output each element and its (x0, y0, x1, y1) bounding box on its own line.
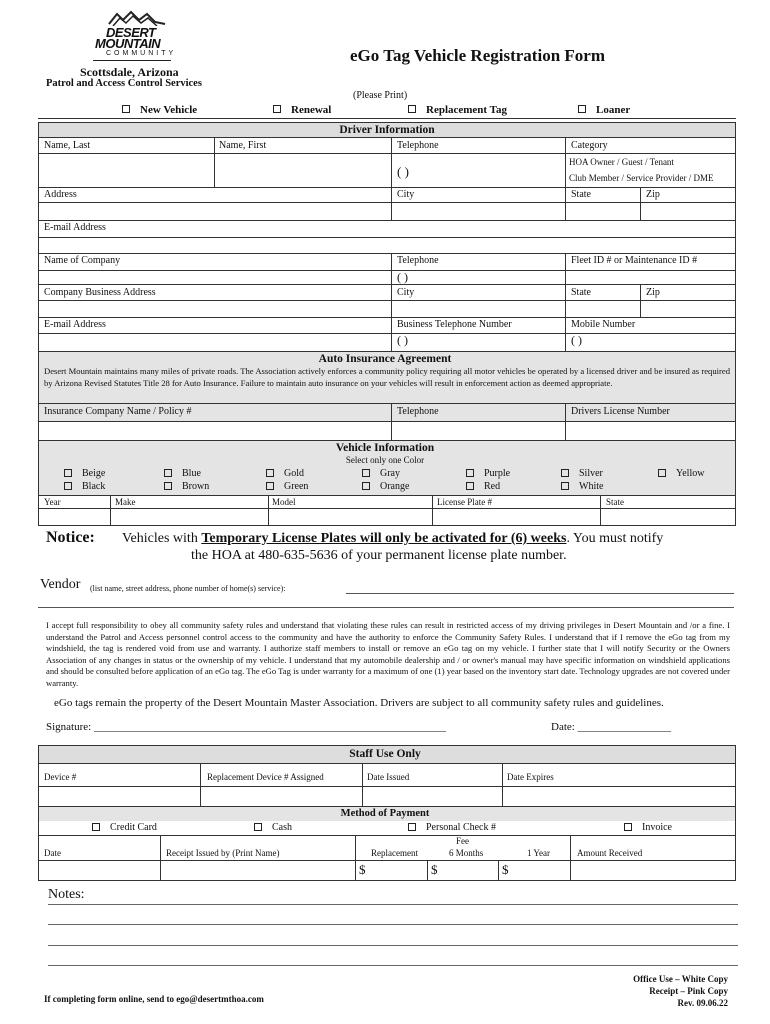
footer-receipt-copy: Receipt – Pink Copy (649, 986, 728, 996)
date-line[interactable]: Date: _________________ (551, 721, 672, 733)
label-zip: Zip (646, 189, 660, 200)
label-insurance-tel: Telephone (397, 406, 439, 417)
color-purple[interactable]: Purple (466, 468, 510, 480)
color-red[interactable]: Red (466, 481, 500, 493)
checkbox-icon[interactable] (561, 469, 569, 477)
notes-label: Notes: (48, 887, 85, 902)
label-company-zip: Zip (646, 287, 660, 298)
color-beige[interactable]: Beige (64, 468, 105, 480)
pay-check[interactable]: Personal Check # (408, 822, 496, 834)
color-gold[interactable]: Gold (266, 468, 304, 480)
vendor-hint: (list name, street address, phone number of home(s) service): (90, 584, 286, 593)
vendor-label: Vendor (40, 577, 81, 592)
label-fee-1-year: 1 Year (527, 848, 551, 858)
checkbox-icon[interactable] (266, 482, 274, 490)
checkbox-icon[interactable] (64, 469, 72, 477)
vendor-line-2[interactable] (38, 607, 734, 608)
insurance-header: Auto Insurance Agreement (318, 353, 452, 365)
telephone-field[interactable]: ( ) (397, 164, 409, 179)
notes-line-4[interactable] (48, 965, 738, 966)
pay-credit-card[interactable]: Credit Card (92, 822, 157, 834)
fee-replacement-field[interactable]: $ (359, 862, 366, 877)
color-brown[interactable]: Brown (164, 481, 209, 493)
category-options-2[interactable]: Club Member / Service Provider / DME (569, 173, 714, 183)
checkbox-icon[interactable] (164, 482, 172, 490)
vehicle-subheader: Select only one Color (345, 455, 425, 465)
logo (92, 10, 182, 66)
payment-header: Method of Payment (340, 808, 430, 819)
reg-loaner[interactable]: Loaner (578, 104, 630, 116)
email-field[interactable] (39, 238, 735, 253)
pay-cash[interactable]: Cash (254, 822, 292, 834)
color-blue[interactable]: Blue (164, 468, 201, 480)
checkbox-icon[interactable] (408, 823, 416, 831)
label-date-expires: Date Expires (507, 772, 554, 782)
notes-line-2[interactable] (48, 924, 738, 925)
color-orange[interactable]: Orange (362, 481, 409, 493)
color-gray[interactable]: Gray (362, 468, 400, 480)
color-green[interactable]: Green (266, 481, 308, 493)
pay-invoice[interactable]: Invoice (624, 822, 672, 834)
label-company-tel: Telephone (397, 255, 439, 266)
name-last-field[interactable] (39, 154, 214, 187)
logo-desert: DESERT (106, 25, 156, 40)
insurance-text: Desert Mountain maintains many miles of private roads. The Association actively enforces a community policy requiring all motor vehicles be operated by a licensed driver and be insured as required by Arizona Revised Statutes Title 28 for Auto Insurance. Failure to maintain auto insurance on your vehicles will result in enforcement action as deemed appropriate. (44, 366, 730, 388)
label-license-plate: License Plate # (437, 497, 492, 507)
checkbox-icon[interactable] (164, 469, 172, 477)
checkbox-icon[interactable] (122, 105, 130, 113)
checkbox-icon[interactable] (624, 823, 632, 831)
checkbox-icon[interactable] (266, 469, 274, 477)
label-company-address: Company Business Address (44, 287, 156, 298)
label-pay-date: Date (44, 848, 61, 858)
label-amount-received: Amount Received (577, 848, 643, 858)
notice-underlined: Temporary License Plates will only be activated for (6) weeks (201, 531, 567, 546)
label-address: Address (44, 189, 77, 200)
notes-line-1[interactable] (48, 904, 738, 905)
signature-line[interactable]: Signature: ________________________________________________________________ (46, 721, 446, 733)
checkbox-icon[interactable] (362, 469, 370, 477)
label-mobile: Mobile Number (571, 319, 636, 330)
property-note: eGo tags remain the property of the Desert Mountain Master Association. Drivers are subject to all community safety rules and guidelines. (54, 697, 664, 709)
label-business-tel: Business Telephone Number (397, 319, 512, 330)
driver-header: Driver Information (38, 122, 736, 138)
label-device: Device # (44, 772, 77, 782)
form-title: eGo Tag Vehicle Registration Form (350, 46, 605, 65)
label-state: State (571, 189, 591, 200)
checkbox-icon[interactable] (658, 469, 666, 477)
notice-line2: the HOA at 480-635-5636 of your permanent license plate number. (191, 548, 567, 563)
label-fee-6-months: 6 Months (449, 848, 484, 858)
label-fee: Fee (456, 836, 469, 846)
label-replacement-device: Replacement Device # Assigned (207, 772, 324, 782)
logo-community: COMMUNITY (106, 50, 177, 57)
label-name-first: Name, First (219, 140, 267, 151)
vendor-line[interactable] (346, 593, 734, 594)
label-make: Make (115, 497, 136, 507)
logo-rule (93, 60, 171, 61)
checkbox-icon[interactable] (466, 469, 474, 477)
vehicle-header: Vehicle Information (335, 442, 435, 454)
checkbox-icon[interactable] (561, 482, 569, 490)
checkbox-icon[interactable] (362, 482, 370, 490)
color-silver[interactable]: Silver (561, 468, 603, 480)
label-vehicle-state: State (606, 497, 624, 507)
reg-renewal[interactable]: Renewal (273, 104, 331, 116)
label-company-state: State (571, 287, 591, 298)
checkbox-icon[interactable] (408, 105, 416, 113)
company-tel-field[interactable]: ( ) (397, 270, 408, 284)
label-name-last: Name, Last (44, 140, 91, 151)
notice-line1: Vehicles with Temporary License Plates will only be activated for (6) weeks. You must notify (122, 531, 664, 546)
label-telephone: Telephone (397, 140, 439, 151)
business-tel-field[interactable]: ( ) (397, 333, 408, 347)
label-fleet-id: Fleet ID # or Maintenance ID # (571, 255, 698, 266)
reg-replacement-tag[interactable]: Replacement Tag (408, 104, 507, 116)
checkbox-icon[interactable] (92, 823, 100, 831)
fee-1-year-field[interactable]: $ (502, 862, 509, 877)
checkbox-icon[interactable] (466, 482, 474, 490)
please-print: (Please Print) (353, 90, 408, 101)
reg-underline (38, 118, 736, 119)
address-field[interactable] (39, 203, 391, 220)
notes-line-3[interactable] (48, 945, 738, 946)
label-year: Year (44, 497, 61, 507)
checkbox-icon[interactable] (254, 823, 262, 831)
agreement-text: I accept full responsibility to obey all community safety rules and understand that violating these rules can result in restricted access of my driving privileges in Desert Mountain and /or a fine. I understand the Patrol and Access personnel control access to the community and have the authority to enforce the Community Safety Rules. I understand that if I remove the eGo tag from my windshield, the tag is rendered void from use and warranty. I authorize staff members to install or remove an eGo tag on my vehicle. I further state that I will notify Security or the Owners Association of any changes in status or the ownership of my vehicle. I understand that my automobile dealership and / or owner's manual may have specific information on windshield applications and should be consulted before application of an eGo tag. The eGo Tag is under warranty for a maximum of one (1) year based on the inventory start date. Technology upgrades are not covered under warranty. (46, 620, 730, 688)
logo-mountain: MOUNTAIN (95, 36, 161, 51)
label-receipt-by: Receipt Issued by (Print Name) (166, 848, 280, 858)
label-company-city: City (397, 287, 415, 298)
label-category: Category (571, 140, 608, 151)
color-white[interactable]: White (561, 481, 603, 493)
org-dept: Patrol and Access Control Services (46, 78, 202, 89)
label-company: Name of Company (44, 255, 121, 266)
reg-new-vehicle[interactable]: New Vehicle (122, 104, 197, 116)
label-city: City (397, 189, 415, 200)
fee-6-months-field[interactable]: $ (431, 862, 438, 877)
label-fee-replacement: Replacement (371, 848, 418, 858)
label-email: E-mail Address (44, 222, 106, 233)
org-city: Scottsdale, Arizona (80, 65, 179, 79)
checkbox-icon[interactable] (273, 105, 281, 113)
label-date-issued: Date Issued (367, 772, 410, 782)
category-options-1[interactable]: HOA Owner / Guest / Tenant (569, 157, 674, 167)
notice-label: Notice: (46, 529, 95, 546)
name-first-field[interactable] (215, 154, 391, 187)
staff-header: Staff Use Only (349, 748, 421, 760)
checkbox-icon[interactable] (64, 482, 72, 490)
mobile-field[interactable]: ( ) (571, 333, 582, 347)
color-black[interactable]: Black (64, 481, 105, 493)
checkbox-icon[interactable] (578, 105, 586, 113)
label-insurance-company: Insurance Company Name / Policy # (44, 406, 192, 417)
label-company-email: E-mail Address (44, 319, 106, 330)
footer-office-copy: Office Use – White Copy (633, 974, 728, 984)
footer-email-note: If completing form online, send to ego@desertmthoa.com (44, 994, 264, 1004)
color-yellow[interactable]: Yellow (658, 468, 704, 480)
label-drivers-license: Drivers License Number (571, 406, 670, 417)
mountain-logo-icon (107, 10, 167, 26)
label-model: Model (272, 497, 296, 507)
footer-revision: Rev. 09.06.22 (677, 998, 728, 1008)
